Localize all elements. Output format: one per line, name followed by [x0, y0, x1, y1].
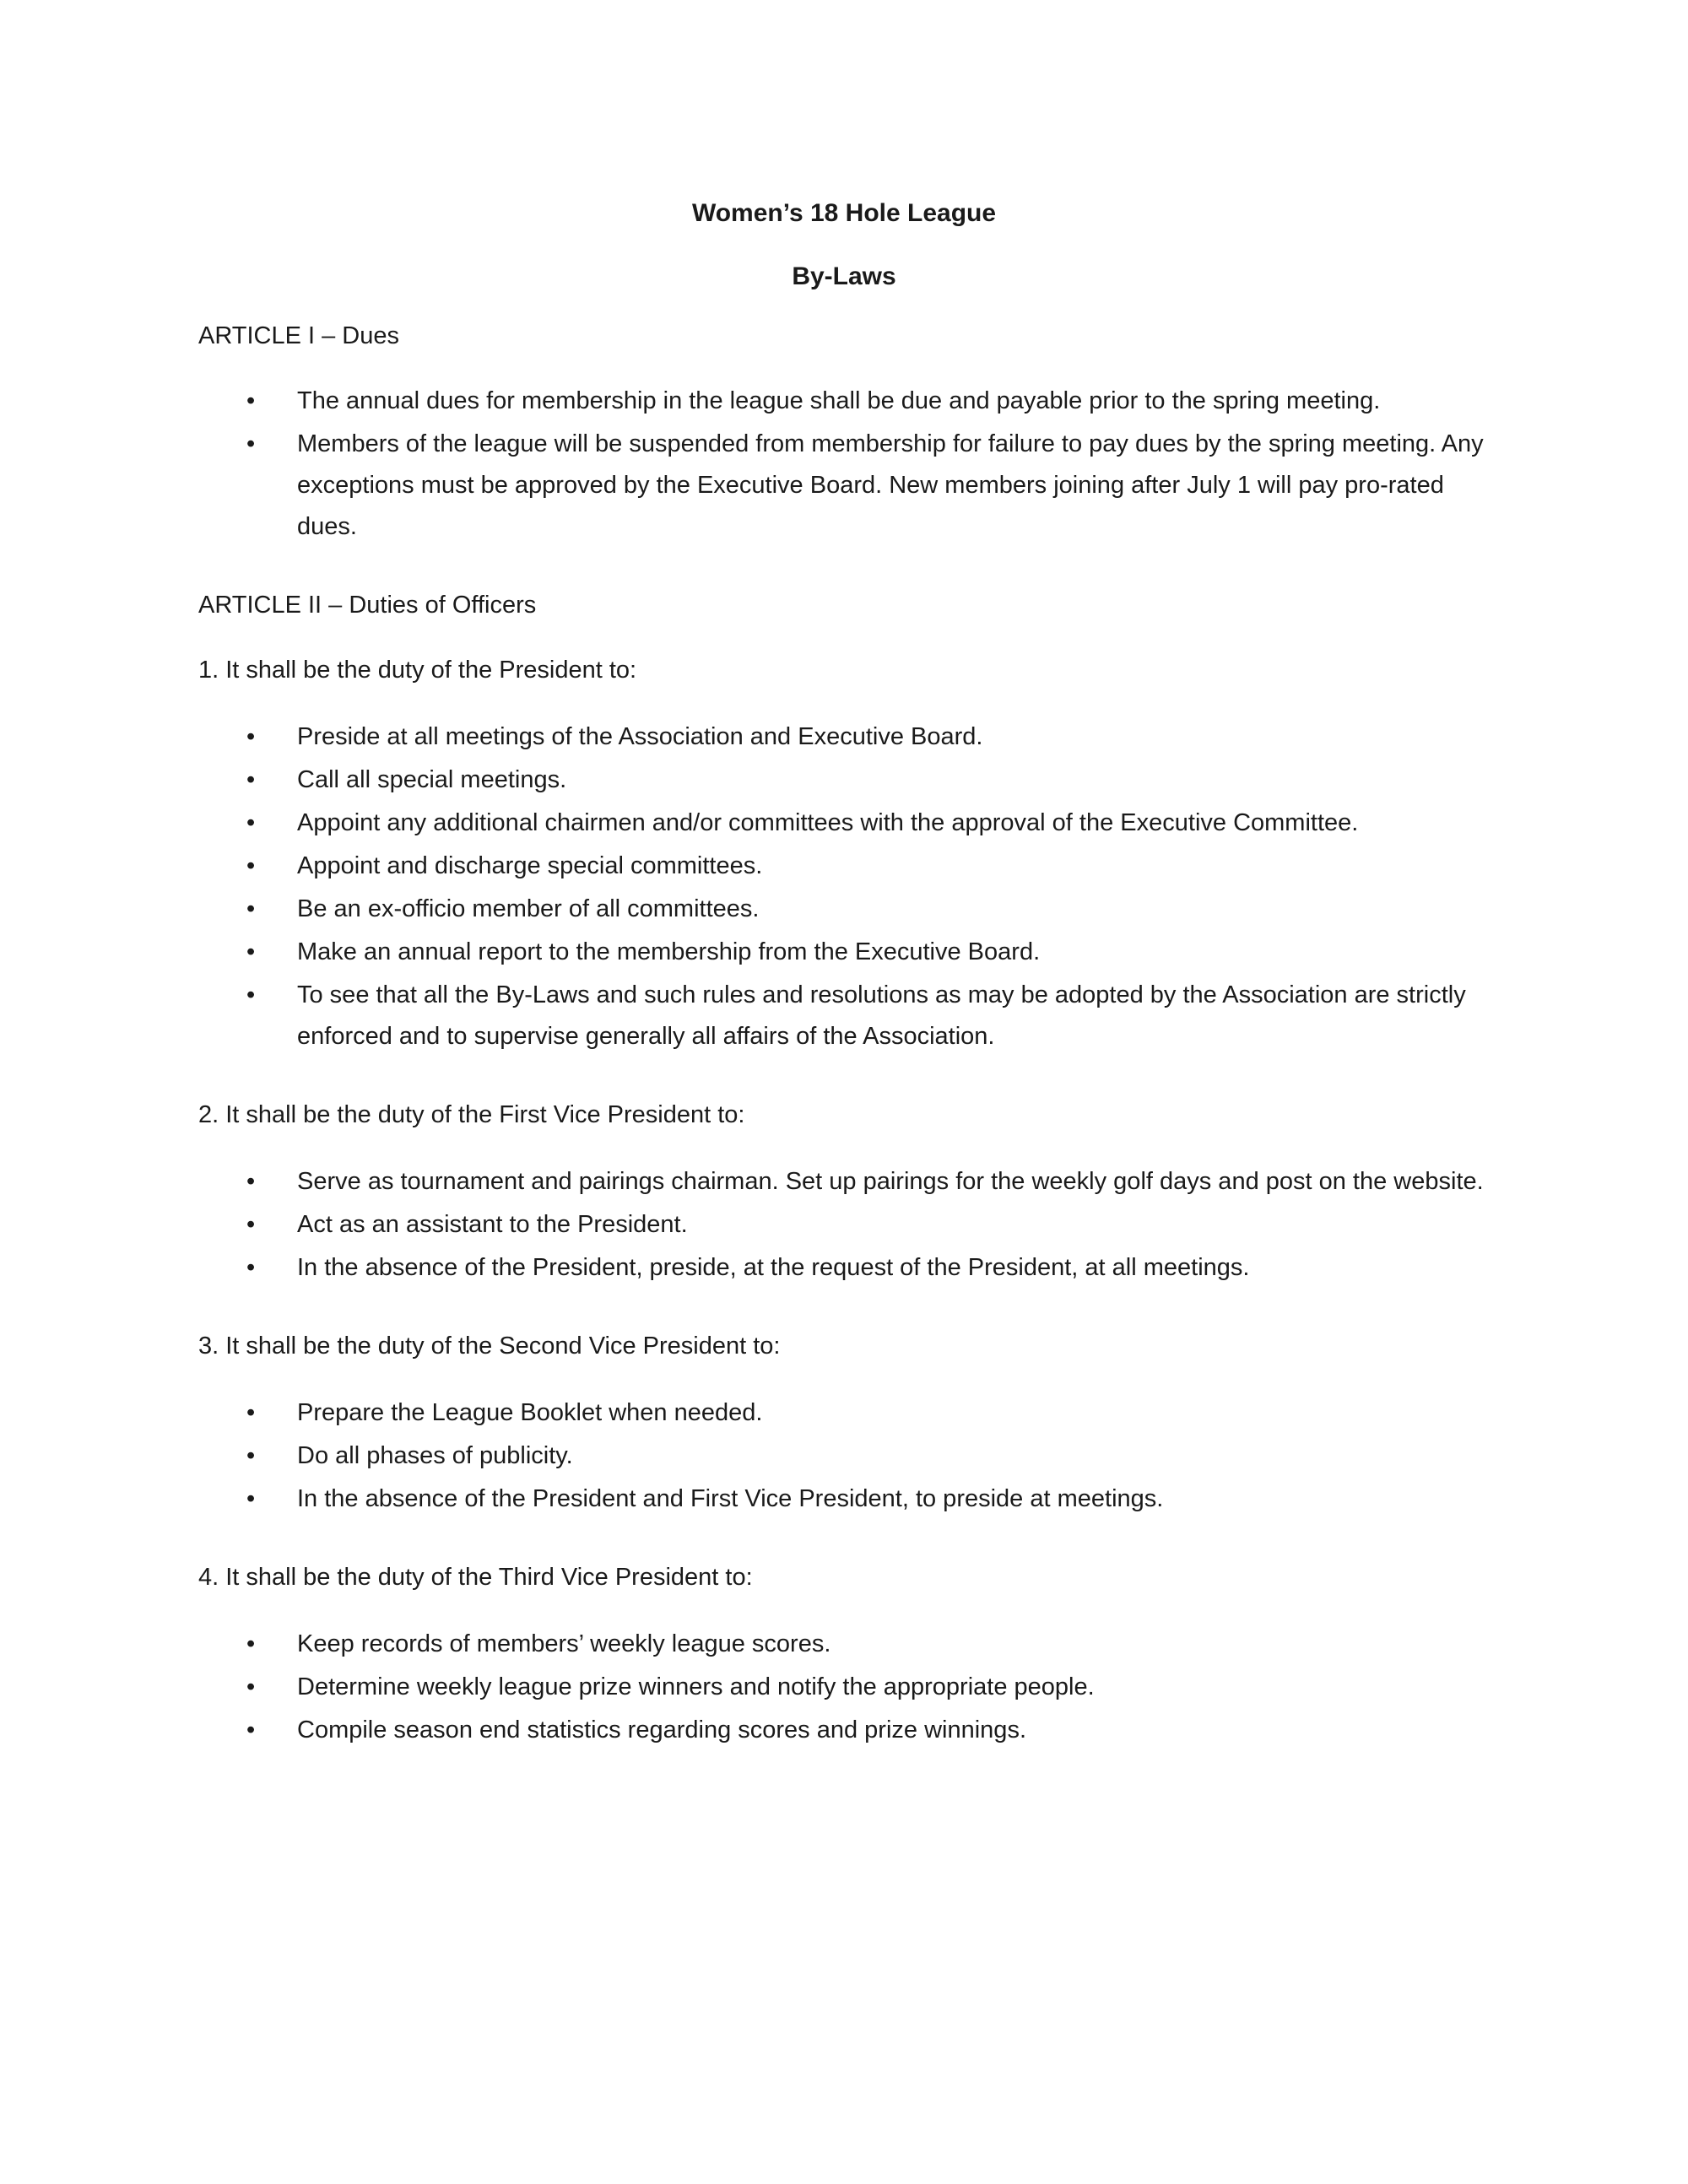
bullet-item: • To see that all the By-Laws and such rules and resolutions as may be adopted by the Association are strictly enforced and to supervise generally all affairs of the Association.: [246, 975, 1490, 1057]
bullet-item: • Act as an assistant to the President.: [246, 1204, 1490, 1246]
duty-3-bullet-list: [198, 1392, 1490, 1520]
bullet-item: • Be an ex-officio member of all committees.: [246, 889, 1490, 930]
bullet-item: • Serve as tournament and pairings chairman. Set up pairings for the weekly golf days and post on the website.: [246, 1161, 1490, 1203]
article-2-heading: ARTICLE II – Duties of Officers: [198, 592, 537, 619]
bullet-item: • Compile season end statistics regarding scores and prize winnings.: [246, 1710, 1490, 1751]
duty-4-bullet-list: [198, 1624, 1490, 1751]
duty-1-intro: 1. It shall be the duty of the President to:: [198, 657, 637, 684]
document-subtitle: By-Laws: [792, 262, 896, 290]
bullet-item: • Members of the league will be suspended from membership for failure to pay dues by the spring meeting. Any exceptions must be approved by the Executive Board. New members joining after July 1 will pay pro-rated dues.: [246, 424, 1490, 548]
bullet-item: • In the absence of the President, preside, at the request of the President, at all meetings.: [246, 1247, 1490, 1289]
bullet-item: • Determine weekly league prize winners and notify the appropriate people.: [246, 1667, 1490, 1708]
bullet-item: • Keep records of members’ weekly league scores.: [246, 1624, 1490, 1665]
duty-2-intro: 2. It shall be the duty of the First Vice President to:: [198, 1101, 745, 1128]
bullet-item: • Call all special meetings.: [246, 760, 1490, 801]
duty-2-bullet-list: [198, 1161, 1490, 1289]
duty-1-bullet-list: [198, 716, 1490, 1057]
bullet-item: • Appoint and discharge special committees.: [246, 846, 1490, 887]
document-title: Women’s 18 Hole League: [691, 199, 997, 227]
bullet-item: • Make an annual report to the membership from the Executive Board.: [246, 932, 1490, 973]
article-1-heading: ARTICLE I – Dues: [198, 322, 400, 349]
bullet-item: • Preside at all meetings of the Association and Executive Board.: [246, 716, 1490, 758]
duty-4-intro: 4. It shall be the duty of the Third Vice President to:: [198, 1564, 753, 1591]
bullet-item: • Prepare the League Booklet when needed.: [246, 1392, 1490, 1434]
bullet-item: • In the absence of the President and First Vice President, to preside at meetings.: [246, 1479, 1490, 1520]
bullet-item: • The annual dues for membership in the league shall be due and payable prior to the spring meeting.: [246, 381, 1490, 422]
bullet-item: • Do all phases of publicity.: [246, 1435, 1490, 1477]
bullet-item: • Appoint any additional chairmen and/or committees with the approval of the Executive Committee.: [246, 803, 1490, 844]
duty-3-intro: 3. It shall be the duty of the Second Vice President to:: [198, 1333, 781, 1360]
article-1-bullet-list: [198, 381, 1490, 548]
